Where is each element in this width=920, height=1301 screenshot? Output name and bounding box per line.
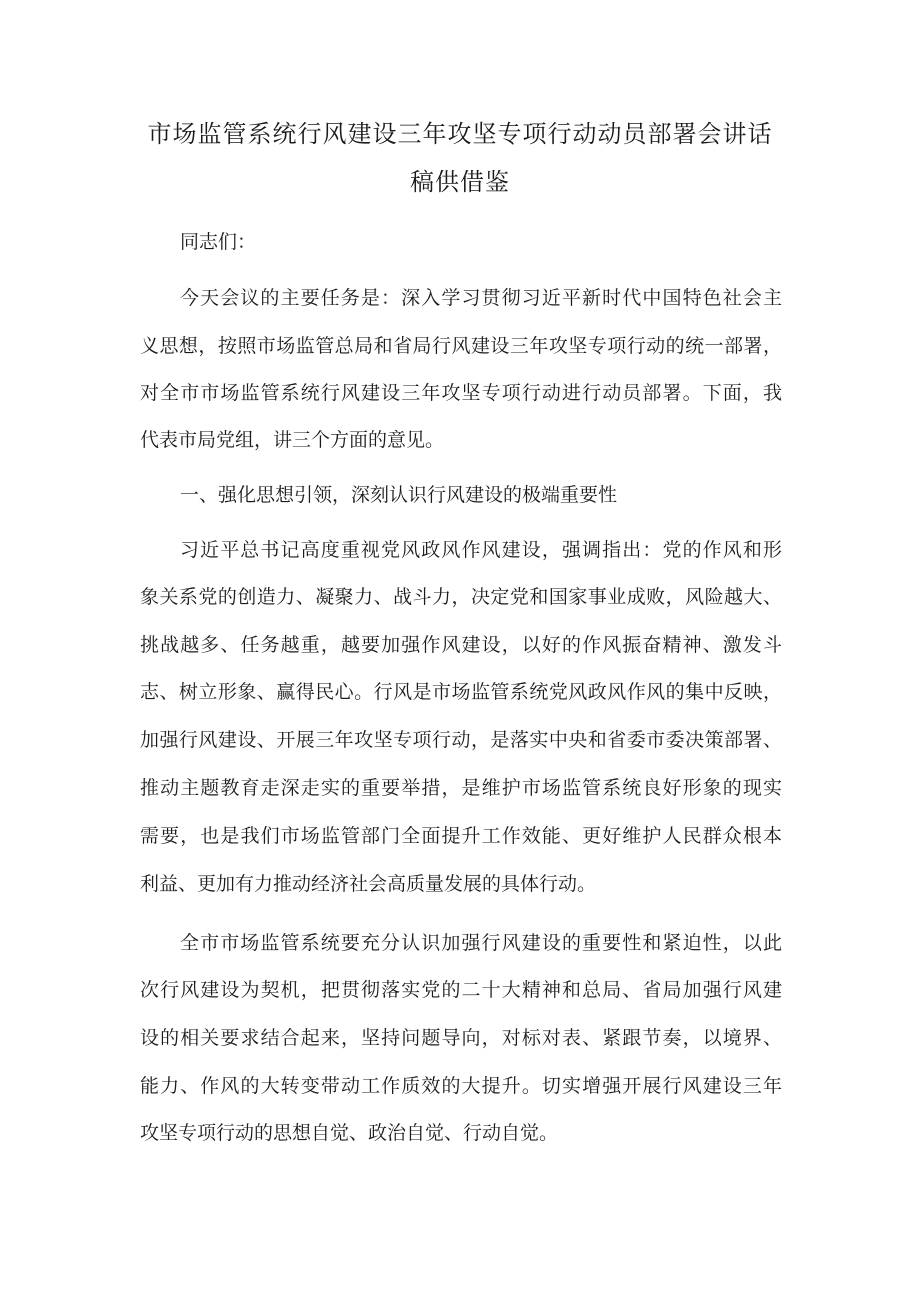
paragraph-2-line: 加强行风建设、开展三年攻坚专项行动，是落实中央和省委市委决策部署、 — [140, 729, 782, 751]
paragraph-3-line: 能力、作风的大转变带动工作质效的大提升。切实增强开展行风建设三年 — [140, 1075, 782, 1097]
paragraph-2-line: 挑战越多、任务越重，越要加强作风建设，以好的作风振奋精神、激发斗 — [140, 634, 782, 656]
paragraph-2-line: 习近平总书记高度重视党风政风作风建设，强调指出：党的作风和形 — [180, 539, 782, 561]
paragraph-2-line: 推动主题教育走深走实的重要举措，是维护市场监管系统良好形象的现实 — [140, 777, 782, 799]
paragraph-1-line: 义思想，按照市场监管总局和省局行风建设三年攻坚专项行动的统一部署， — [140, 335, 782, 357]
paragraph-2-line: 利益、更加有力推动经济社会高质量发展的具体行动。 — [140, 873, 597, 895]
paragraph-3-line: 全市市场监管系统要充分认识加强行风建设的重要性和紧迫性，以此 — [180, 932, 782, 954]
salutation: 同志们： — [180, 231, 257, 253]
paragraph-2-line: 志、树立形象、赢得民心。行风是市场监管系统党风政风作风的集中反映， — [140, 681, 782, 703]
paragraph-2-line: 象关系党的创造力、凝聚力、战斗力，决定党和国家事业成败，风险越大、 — [140, 586, 782, 608]
paragraph-3-line: 攻坚专项行动的思想自觉、政治自觉、行动自觉。 — [140, 1122, 559, 1144]
section-heading-1: 一、强化思想引领，深刻认识行风建设的极端重要性 — [180, 484, 618, 506]
paragraph-1-line: 对全市市场监管系统行风建设三年攻坚专项行动进行动员部署。下面，我 — [140, 382, 782, 404]
paragraph-3-line: 设的相关要求结合起来，坚持问题导向，对标对表、紧跟节奏，以境界、 — [140, 1027, 782, 1049]
document-title-line-2: 稿供借鉴 — [410, 168, 510, 196]
paragraph-1-line: 代表市局党组，讲三个方面的意见。 — [140, 429, 445, 451]
paragraph-3-line: 次行风建设为契机，把贯彻落实党的二十大精神和总局、省局加强行风建 — [140, 979, 782, 1001]
paragraph-1-line: 今天会议的主要任务是：深入学习贯彻习近平新时代中国特色社会主 — [180, 287, 782, 309]
document-title-line-1: 市场监管系统行风建设三年攻坚专项行动动员部署会讲话 — [147, 120, 773, 148]
paragraph-2-line: 需要，也是我们市场监管部门全面提升工作效能、更好维护人民群众根本 — [140, 825, 782, 847]
